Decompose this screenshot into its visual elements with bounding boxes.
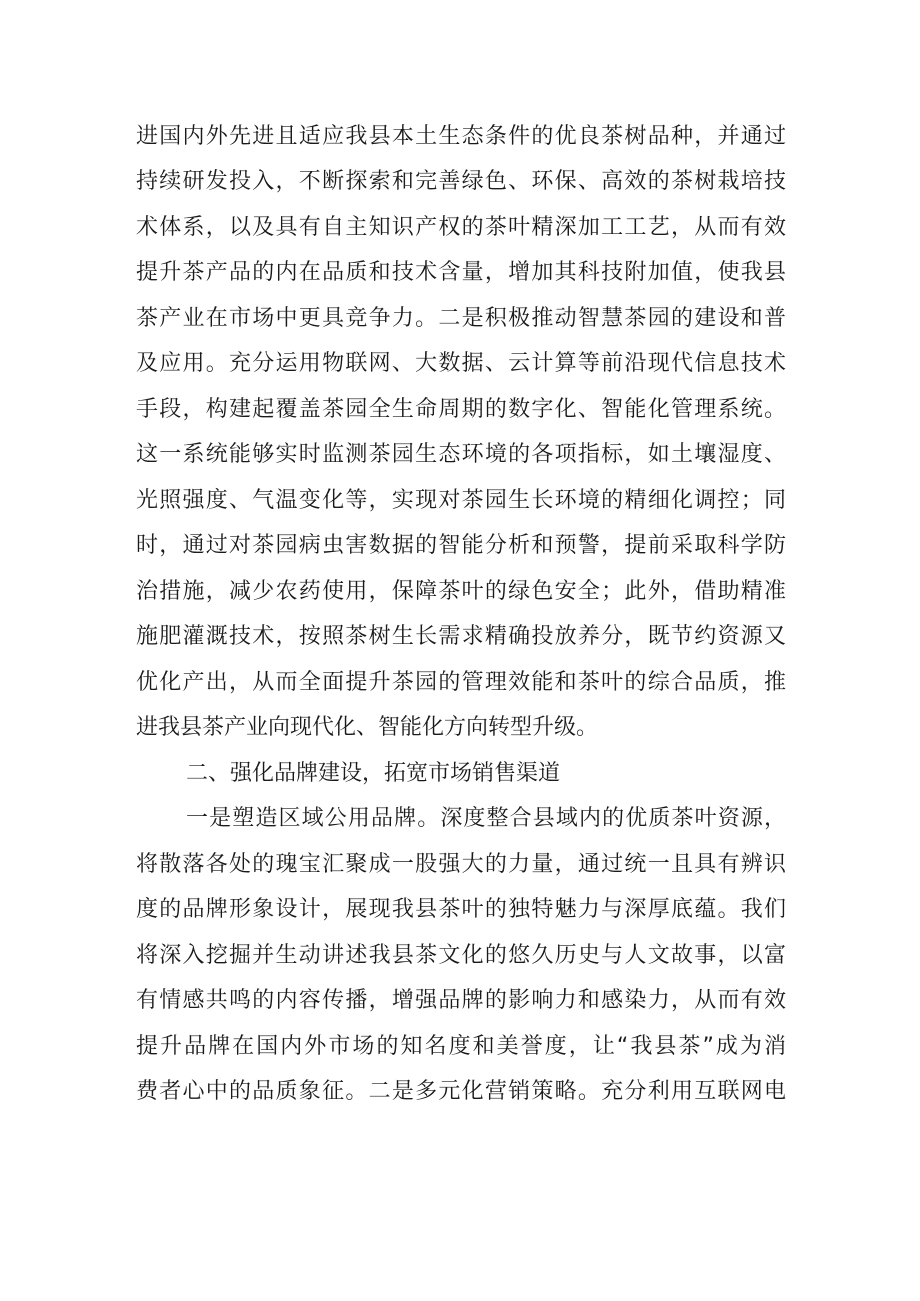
text-line-5: 茶产业在市场中更具竞争力。二是积极推动智慧茶园的建设和普 xyxy=(136,306,786,331)
text-line-3: 术体系，以及具有自主知识产权的茶叶精深加工工艺，从而有效 xyxy=(136,215,786,240)
text-line-15: 一是塑造区域公用品牌。深度整合县域内的优质茶叶资源， xyxy=(186,806,786,831)
text-line-7: 手段，构建起覆盖茶园全生命周期的数字化、智能化管理系统。 xyxy=(136,397,786,422)
section-heading: 二、强化品牌建设，拓宽市场销售渠道 xyxy=(186,761,561,786)
text-line-14: 进我县茶产业向现代化、智能化方向转型升级。 xyxy=(136,715,599,740)
text-line-19: 有情感共鸣的内容传播，增强品牌的影响力和感染力，从而有效 xyxy=(136,988,786,1013)
text-line-10: 时，通过对茶园病虫害数据的智能分析和预警，提前采取科学防 xyxy=(136,533,786,558)
text-line-20: 提升品牌在国内外市场的知名度和美誉度，让“我县茶”成为消 xyxy=(136,1034,786,1059)
text-line-17: 度的品牌形象设计，展现我县茶叶的独特魅力与深厚底蕴。我们 xyxy=(136,897,786,922)
text-line-13: 优化产出，从而全面提升茶园的管理效能和茶叶的综合品质，推 xyxy=(136,670,786,695)
text-line-16: 将散落各处的瑰宝汇聚成一股强大的力量，通过统一且具有辨识 xyxy=(136,852,786,877)
text-line-1: 进国内外先进且适应我县本土生态条件的优良茶树品种，并通过 xyxy=(136,124,786,149)
text-line-11: 治措施，减少农药使用，保障茶叶的绿色安全；此外，借助精准 xyxy=(136,579,786,604)
text-line-12: 施肥灌溉技术，按照茶树生长需求精确投放养分，既节约资源又 xyxy=(136,624,786,649)
text-line-8: 这一系统能够实时监测茶园生态环境的各项指标，如土壤湿度、 xyxy=(136,442,786,467)
text-line-9: 光照强度、气温变化等，实现对茶园生长环境的精细化调控；同 xyxy=(136,488,786,513)
text-line-21: 费者心中的品质象征。二是多元化营销策略。充分利用互联网电 xyxy=(136,1079,786,1104)
text-line-4: 提升茶产品的内在品质和技术含量，增加其科技附加值，使我县 xyxy=(136,260,786,285)
text-line-2: 持续研发投入，不断探索和完善绿色、环保、高效的茶树栽培技 xyxy=(136,169,786,194)
text-line-18: 将深入挖掘并生动讲述我县茶文化的悠久历史与人文故事，以富 xyxy=(136,943,786,968)
text-line-6: 及应用。充分运用物联网、大数据、云计算等前沿现代信息技术 xyxy=(136,351,786,376)
